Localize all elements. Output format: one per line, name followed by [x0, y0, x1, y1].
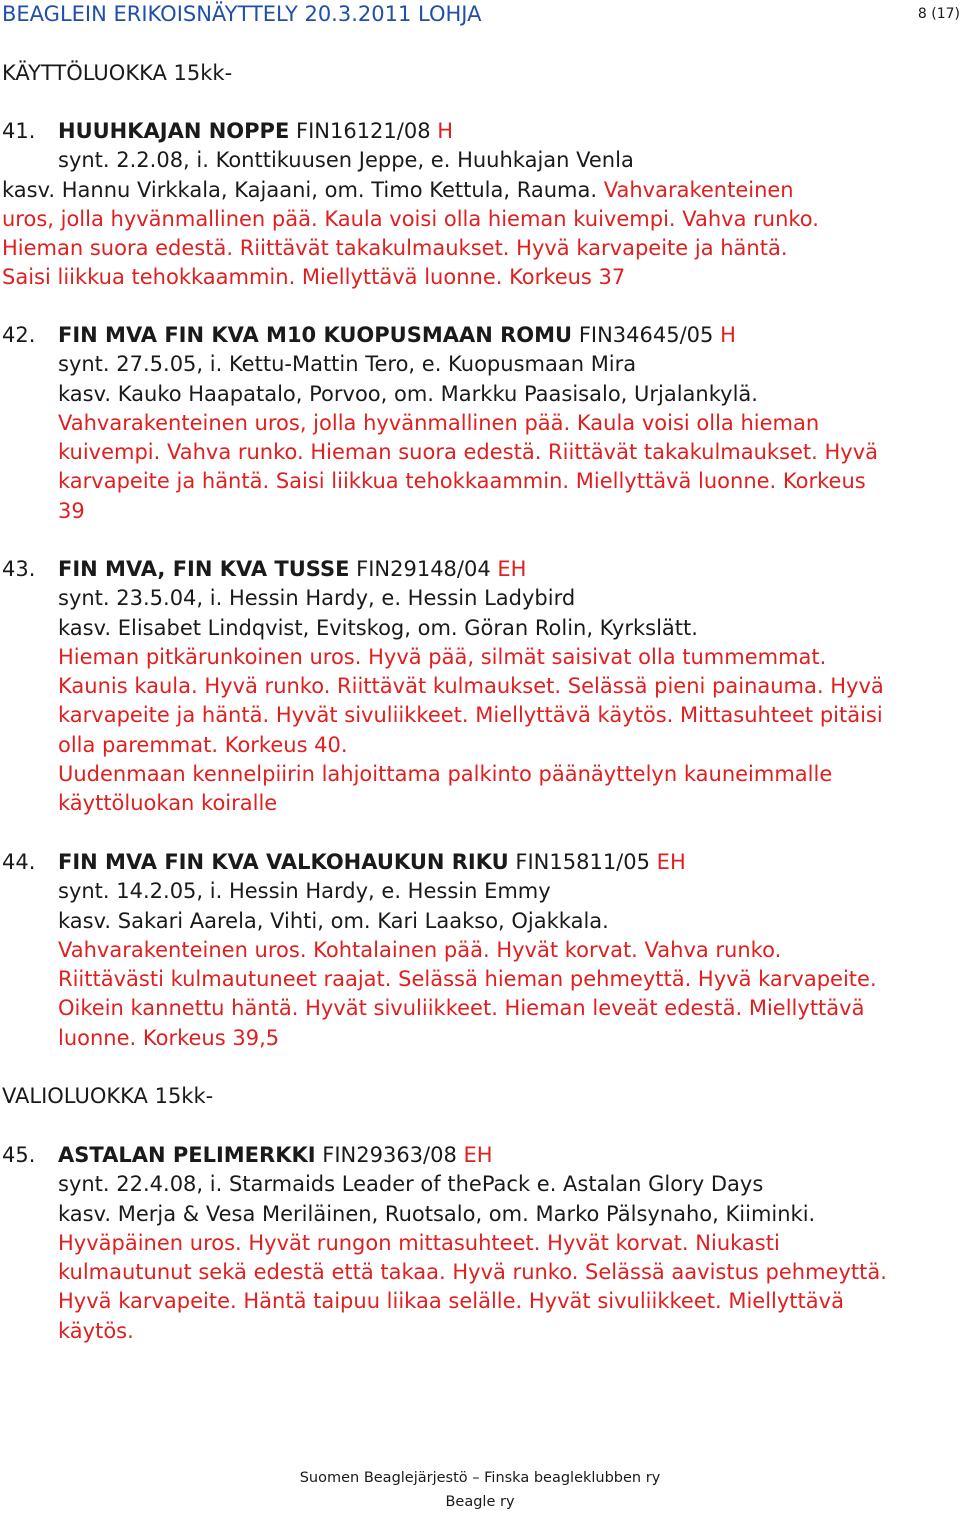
critique-line: 39: [58, 498, 85, 523]
dog-name: FIN MVA, FIN KVA TUSSE: [58, 557, 350, 581]
critique-line: Vahvarakenteinen uros. Kohtalainen pää. Hyvät korvat. Vahva runko.: [58, 937, 782, 962]
footer-club: Beagle ry: [445, 1494, 515, 1510]
critique-line: Hieman suora edestä. Riittävät takakulmaukset. Hyvä karvapeite ja häntä.: [2, 236, 788, 261]
registration-number: FIN16121/08: [295, 119, 431, 143]
critique-line: käytös.: [58, 1318, 134, 1343]
critique-line: Kaunis kaula. Hyvä runko. Riittävät kulmaukset. Selässä pieni painauma. Hyvä: [58, 674, 884, 699]
birth-parents: synt. 14.2.05, i. Hessin Hardy, e. Hessin Emmy: [58, 879, 551, 904]
grade: EH: [656, 850, 686, 874]
registration-number: FIN29148/04: [356, 557, 491, 581]
critique-line: Hyvä karvapeite. Häntä taipuu liikaa selälle. Hyvät sivuliikkeet. Miellyttävä: [58, 1289, 844, 1314]
breeder-owner: kasv. Kauko Haapatalo, Porvoo, om. Markku Paasisalo, Urjalankylä.: [58, 381, 758, 406]
dog-name: FIN MVA FIN KVA M10 KUOPUSMAAN ROMU: [58, 323, 573, 347]
grade: H: [720, 323, 736, 347]
critique-line: Vahvarakenteinen uros, jolla hyvänmallinen pää. Kaula voisi olla hieman: [58, 410, 820, 435]
critique-line: Oikein kannettu häntä. Hyvät sivuliikkeet. Hieman leveät edestä. Miellyttävä: [58, 996, 865, 1021]
award-line: Uudenmaan kennelpiirin lahjoittama palkinto päänäyttelyn kauneimmalle: [58, 762, 833, 787]
breeder-owner: kasv. Sakari Aarela, Vihti, om. Kari Laakso, Ojakkala.: [58, 908, 609, 933]
critique-line: Hyväpäinen uros. Hyvät rungon mittasuhteet. Hyvät korvat. Niukasti: [58, 1230, 780, 1255]
breeder-owner: kasv. Hannu Virkkala, Kajaani, om. Timo Kettula, Rauma.: [2, 177, 598, 202]
dog-entry-43: [2, 555, 960, 819]
grade: EH: [497, 557, 527, 581]
critique-line: luonne. Korkeus 39,5: [58, 1025, 280, 1050]
dog-name: HUUHKAJAN NOPPE: [58, 119, 290, 143]
critique-line: kuivempi. Vahva runko. Hieman suora edestä. Riittävät takakulmaukset. Hyvä: [58, 440, 879, 465]
critique-line: Hieman pitkärunkoinen uros. Hyvä pää, silmät saisivat olla tummemmat.: [58, 644, 827, 669]
section-title-valioluokka: VALIOLUOKKA 15kk-: [2, 1084, 214, 1108]
grade: EH: [463, 1143, 493, 1167]
breeder-owner: kasv. Elisabet Lindqvist, Evitskog, om. Göran Rolin, Kyrkslätt.: [58, 615, 698, 640]
dog-name: FIN MVA FIN KVA VALKOHAUKUN RIKU: [58, 850, 509, 874]
breeder-owner: kasv. Merja & Vesa Meriläinen, Ruotsalo, om. Marko Pälsynaho, Kiiminki.: [58, 1201, 816, 1226]
critique-line: kulmautunut sekä edestä että takaa. Hyvä runko. Selässä aavistus pehmeyttä.: [58, 1260, 887, 1285]
registration-number: FIN29363/08: [322, 1143, 457, 1167]
entry-number: 41.: [2, 119, 36, 143]
page-footer: [0, 1466, 960, 1514]
dog-entry-42: [2, 321, 960, 526]
entry-number: 43.: [2, 557, 36, 581]
critique-line: olla paremmat. Korkeus 40.: [58, 732, 348, 757]
birth-parents: synt. 2.2.08, i. Konttikuusen Jeppe, e. Huuhkajan Venla: [58, 148, 634, 173]
registration-number: FIN15811/05: [515, 850, 650, 874]
critique-line: uros, jolla hyvänmallinen pää. Kaula voisi olla hieman kuivempi. Vahva runko.: [2, 206, 819, 231]
dog-entry-45: [2, 1141, 960, 1346]
entry-number: 44.: [2, 850, 36, 874]
dog-entry-41: [2, 117, 960, 293]
dog-entry-44: [2, 848, 960, 1053]
entry-number: 42.: [2, 323, 36, 347]
critique-line: Vahvarakenteinen: [603, 177, 794, 202]
critique-line: karvapeite ja häntä. Hyvät sivuliikkeet. Miellyttävä käytös. Mittasuhteet pitäisi: [58, 703, 883, 728]
entry-number: 45.: [2, 1143, 36, 1167]
footer-organization: Suomen Beaglejärjestö – Finska beagleklubben ry: [299, 1470, 661, 1486]
critique-line: Riittävästi kulmautuneet raajat. Selässä hieman pehmeyttä. Hyvä karvapeite.: [58, 967, 877, 992]
critique-line: Saisi liikkua tehokkaammin. Miellyttävä luonne. Korkeus 37: [2, 265, 626, 290]
registration-number: FIN34645/05: [578, 323, 714, 347]
critique-line: karvapeite ja häntä. Saisi liikkua tehokkaammin. Miellyttävä luonne. Korkeus: [58, 469, 866, 494]
page-number: 8 (17): [917, 6, 960, 22]
dog-name: ASTALAN PELIMERKKI: [58, 1143, 316, 1167]
birth-parents: synt. 22.4.08, i. Starmaids Leader of thePack e. Astalan Glory Days: [58, 1172, 764, 1197]
document-title: BEAGLEIN ERIKOISNÄYTTELY 20.3.2011 LOHJA: [2, 2, 482, 26]
section-title-kayttoluokka: KÄYTTÖLUOKKA 15kk-: [2, 61, 233, 85]
birth-parents: synt. 27.5.05, i. Kettu-Mattin Tero, e. Kuopusmaan Mira: [58, 352, 637, 377]
award-line: käyttöluokan koiralle: [58, 791, 278, 816]
birth-parents: synt. 23.5.04, i. Hessin Hardy, e. Hessin Ladybird: [58, 586, 576, 611]
grade: H: [437, 119, 454, 143]
